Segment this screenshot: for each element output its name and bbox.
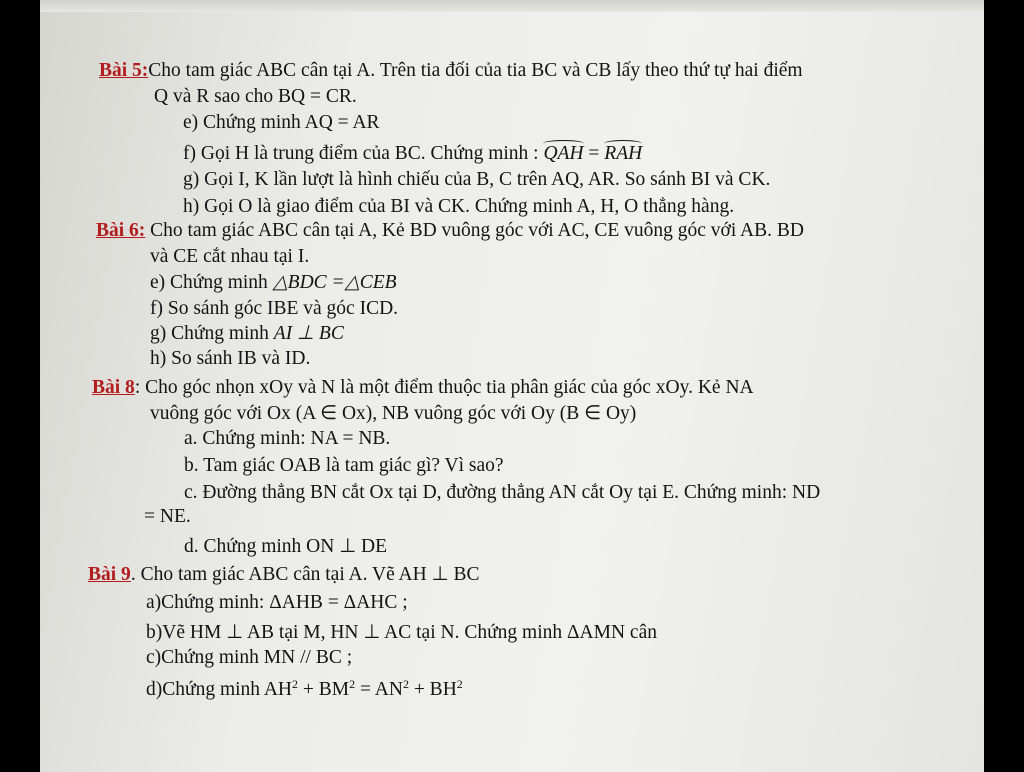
bai6-item-g bbox=[150, 323, 344, 345]
bai9-text1: . Cho tam giác ABC cân tại A. Vẽ AH ⊥ BC bbox=[130, 564, 480, 585]
bai8-item-b: b. Tam giác OAB là tam giác gì? Vì sao? bbox=[184, 455, 504, 476]
bai6-item-f: f) So sánh góc IBE và góc ICD. bbox=[150, 298, 399, 319]
bai6-label: Bài 6: bbox=[96, 220, 146, 241]
bai9-item-d bbox=[146, 673, 463, 701]
bai5-f-eq: = bbox=[583, 143, 605, 164]
bai8-text1: : Cho góc nhọn xOy và N là một điểm thuộc tia phân giác của góc xOy. Kẻ NA bbox=[134, 377, 754, 398]
bai6-line2: và CE cắt nhau tại I. bbox=[150, 246, 310, 267]
bai8-item-c1: c. Đường thẳng BN cắt Ox tại D, đường thẳng AN cắt Oy tại E. Chứng minh: ND bbox=[184, 482, 821, 503]
bai6-item-e bbox=[150, 272, 397, 294]
bai9-d-pre: d)Chứng minh AH bbox=[146, 679, 292, 700]
bai5-text1: Cho tam giác ABC cân tại A. Trên tia đối của tia BC và CB lấy theo thứ tự hai điểm bbox=[148, 60, 803, 81]
bai5-item-f bbox=[183, 140, 642, 165]
bai6-e-math: △BDC =△CEB bbox=[272, 272, 397, 293]
bai9-label: Bài 9 bbox=[88, 564, 131, 585]
bai5-label: Bài 5: bbox=[99, 60, 149, 81]
angle-rah: RAH bbox=[604, 140, 642, 165]
bai9-item-b: b)Vẽ HM ⊥ AB tại M, HN ⊥ AC tại N. Chứng minh ΔAMN cân bbox=[146, 622, 657, 643]
bai8-item-c2: = NE. bbox=[144, 506, 191, 527]
bai5-line2: Q và R sao cho BQ = CR. bbox=[154, 86, 357, 107]
bai5-item-e: e) Chứng minh AQ = AR bbox=[183, 112, 380, 133]
bai9-line1 bbox=[88, 564, 479, 586]
exponent: 2 bbox=[349, 677, 356, 691]
bai6-item-h: h) So sánh IB và ID. bbox=[150, 348, 311, 369]
bai9-d-mid2: = AN bbox=[355, 679, 403, 700]
bai6-text1: Cho tam giác ABC cân tại A, Kẻ BD vuông góc với AC, CE vuông góc với AB. BD bbox=[145, 220, 804, 241]
bai8-item-d: d. Chứng minh ON ⊥ DE bbox=[184, 536, 388, 557]
bai9-d-mid3: + BH bbox=[408, 679, 457, 700]
paper-page bbox=[40, 0, 984, 772]
bai5-item-h: h) Gọi O là giao điểm của BI và CK. Chứng minh A, H, O thẳng hàng. bbox=[183, 196, 735, 217]
bai6-e-text: e) Chứng minh bbox=[150, 272, 273, 293]
bai6-g-math: AI ⊥ BC bbox=[273, 323, 344, 344]
exponent: 2 bbox=[292, 677, 298, 691]
bai5-line1 bbox=[99, 60, 803, 82]
bai8-line2: vuông góc với Ox (A ∈ Ox), NB vuông góc với Oy (B ∈ Oy) bbox=[150, 403, 637, 424]
exponent: 2 bbox=[456, 677, 463, 691]
bai8-item-a: a. Chứng minh: NA = NB. bbox=[184, 428, 391, 449]
angle-qah: QAH bbox=[543, 140, 583, 165]
bai9-d-mid1: + BM bbox=[298, 679, 350, 700]
bai6-g-text: g) Chứng minh bbox=[150, 323, 274, 344]
bai5-item-g: g) Gọi I, K lần lượt là hình chiếu của B, C trên AQ, AR. So sánh BI và CK. bbox=[183, 169, 771, 190]
bai6-line1 bbox=[96, 220, 804, 242]
bai9-item-c: c)Chứng minh MN // BC ; bbox=[146, 647, 353, 668]
exponent: 2 bbox=[402, 677, 409, 691]
bai8-label: Bài 8 bbox=[92, 377, 135, 398]
bai5-f-text: f) Gọi H là trung điểm của BC. Chứng minh : bbox=[183, 143, 544, 164]
bai8-line1 bbox=[92, 377, 754, 399]
bai9-item-a: a)Chứng minh: ΔAHB = ΔAHC ; bbox=[146, 592, 408, 613]
